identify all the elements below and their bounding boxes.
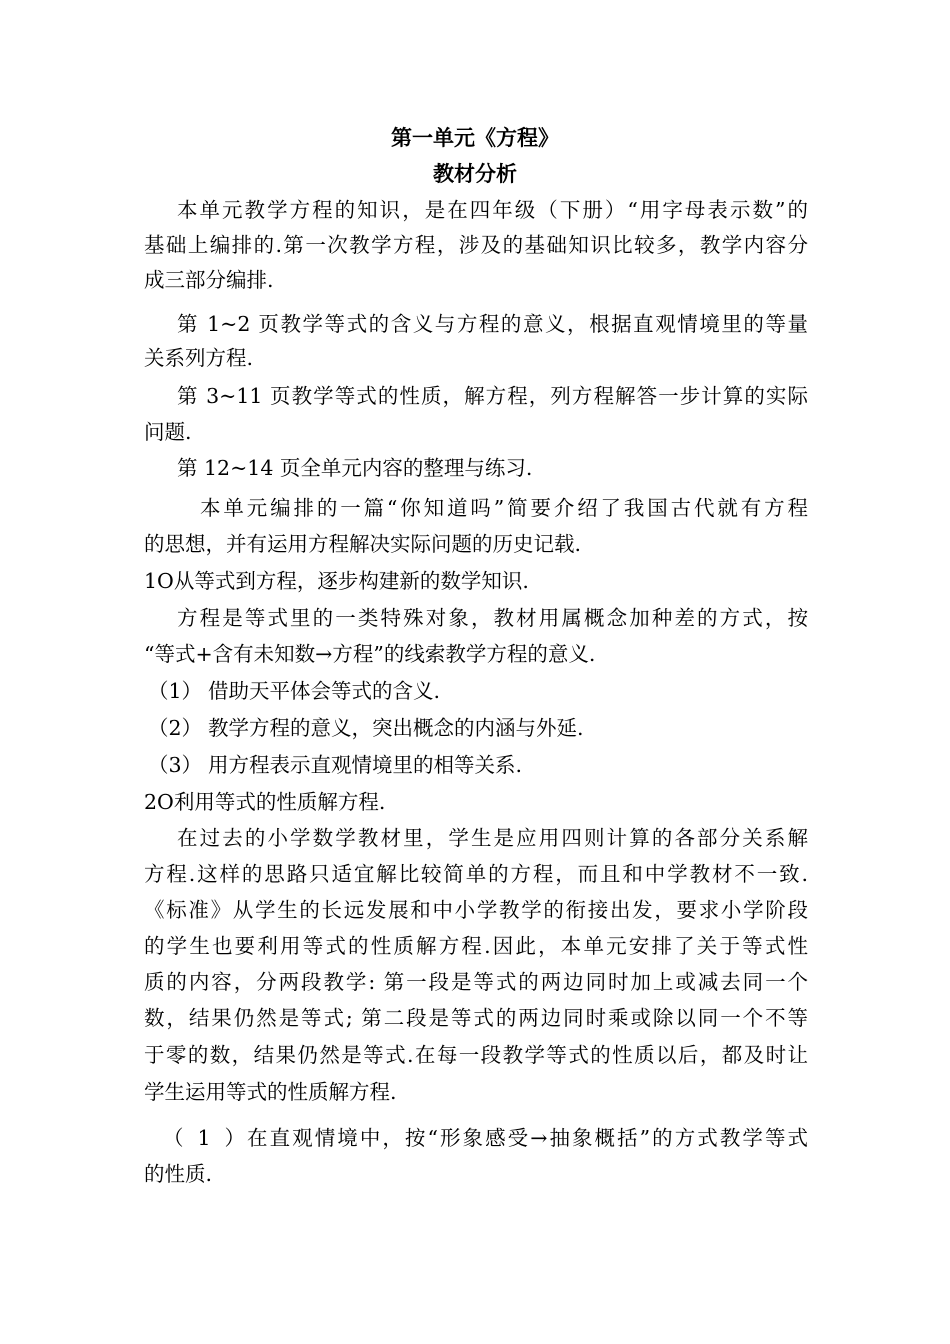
paragraph-line: “等式+含有未知数→方程”的线索教学方程的意义.	[144, 642, 596, 666]
paragraph-line: 的思想，并有运用方程解决实际问题的历史记载.	[144, 532, 582, 556]
paragraph-line: 第 1~2 页教学等式的含义与方程的意义，根据直观情境里的等量	[177, 312, 808, 336]
document-title: 第一单元《方程》	[391, 126, 559, 150]
list-item	[148, 751, 808, 779]
paragraph-line: 在过去的小学数学教材里，学生是应用四则计算的各部分关系解	[177, 826, 808, 850]
paragraph-line: 《标准》从学生的长远发展和中小学教学的衔接出发，要求小学阶段	[144, 898, 808, 922]
paragraph-line: 关系列方程.	[144, 346, 254, 370]
list-item-text: 在直观情境中，按“形象感受→抽象概括”的方式教学等式	[245, 1126, 808, 1150]
paragraph-line: 本单元教学方程的知识，是在四年级（下册）“用字母表示数”的	[177, 198, 808, 222]
paragraph-line: 本单元编排的一篇“你知道吗”简要介绍了我国古代就有方程	[200, 496, 808, 520]
paragraph-line: 学生运用等式的性质解方程.	[144, 1080, 397, 1104]
paragraph-line: 的性质.	[144, 1162, 213, 1186]
list-item-text: 用方程表示直观情境里的相等关系.	[208, 753, 523, 777]
list-item	[163, 1124, 808, 1152]
paragraph-line: 第 12~14 页全单元内容的整理与练习.	[177, 456, 533, 480]
paragraph-line: 的学生也要利用等式的性质解方程.因此，本单元安排了关于等式性	[144, 934, 808, 958]
paragraph-line: 于零的数，结果仍然是等式.在每一段教学等式的性质以后，都及时让	[144, 1043, 808, 1067]
paragraph-line: 方程.这样的思路只适宜解比较简单的方程，而且和中学教材不一致.	[144, 862, 808, 886]
paragraph-line: 数，结果仍然是等式; 第二段是等式的两边同时乘或除以同一个不等	[144, 1006, 808, 1030]
list-marker: （1）	[148, 679, 203, 703]
paragraph-line: 质的内容，分两段教学: 第一段是等式的两边同时加上或减去同一个	[144, 970, 808, 994]
list-marker: （3）	[148, 753, 203, 777]
list-marker: （1）	[163, 1126, 245, 1150]
paragraph-line: 成三部分编排.	[144, 268, 274, 292]
paragraph-line: 问题.	[144, 420, 192, 444]
section-heading-line: 1O从等式到方程，逐步构建新的数学知识.	[144, 569, 529, 593]
list-item-text: 借助天平体会等式的含义.	[208, 679, 441, 703]
list-item	[148, 677, 808, 705]
list-item-text: 教学方程的意义，突出概念的内涵与外延.	[208, 716, 584, 740]
list-item	[148, 714, 808, 742]
paragraph-line: 基础上编排的.第一次教学方程，涉及的基础知识比较多，教学内容分	[144, 233, 808, 257]
list-marker: （2）	[148, 716, 203, 740]
paragraph-line: 第 3~11 页教学等式的性质，解方程，列方程解答一步计算的实际	[177, 384, 808, 408]
paragraph-line: 方程是等式里的一类特殊对象，教材用属概念加种差的方式，按	[177, 606, 808, 630]
section-heading-line: 2O利用等式的性质解方程.	[144, 790, 386, 814]
section-heading: 教材分析	[433, 162, 517, 186]
